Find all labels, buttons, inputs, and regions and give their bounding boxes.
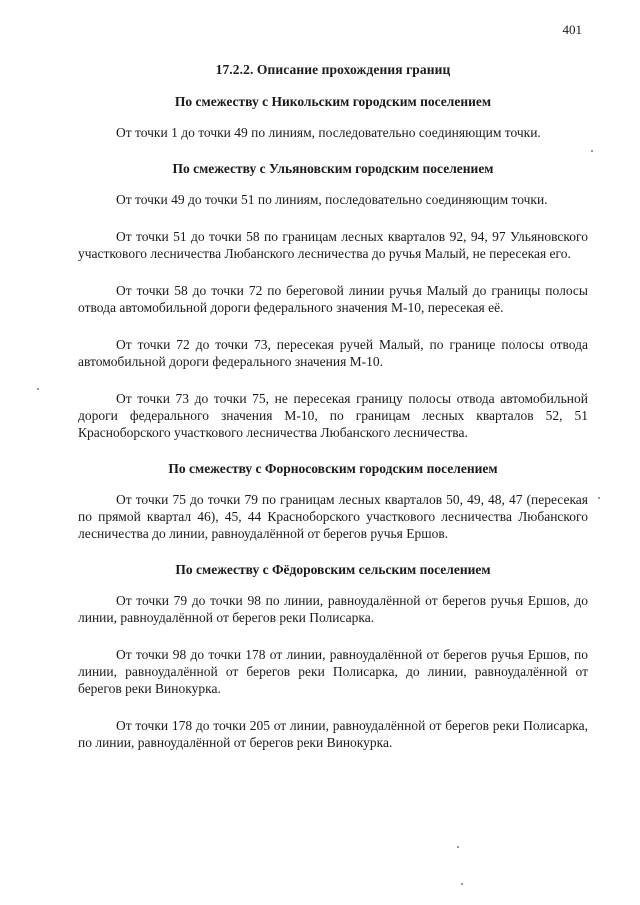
paragraph: От точки 51 до точки 58 по границам лесных кварталов 92, 94, 97 Ульяновского участкового лесничества Любанского лесничества до ручья Малый, не пересекая его.	[78, 229, 588, 261]
heading-fornosovskoe: По смежеству с Форносовским городским поселением	[168, 461, 498, 476]
paragraph: От точки 72 до точки 73, пересекая ручей Малый, по границе полосы отвода автомобильной дороги федерального значения М-10.	[78, 337, 588, 369]
paragraph: От точки 98 до точки 178 от линии, равноудалённой от берегов ручья Ершов, по линии, равноудалённой от берегов реки Полисарка, до линии, равноудалённой от берегов реки Винокурка.	[78, 647, 588, 696]
heading-fedorovskoe: По смежеству с Фёдоровским сельским поселением	[175, 562, 491, 577]
paragraph: От точки 58 до точки 72 по береговой линии ручья Малый до границы полосы отвода автомобильной дороги федерального значения М-10, пересекая её.	[78, 283, 588, 315]
paragraph: От точки 178 до точки 205 от линии, равноудалённой от берегов реки Полисарка, по линии, равноудалённой от берегов реки Винокурка.	[78, 718, 588, 750]
scan-speck	[457, 846, 459, 848]
scan-speck	[461, 883, 463, 885]
page-number: 401	[562, 22, 582, 37]
paragraph: От точки 1 до точки 49 по линиям, последовательно соединяющим точки.	[116, 125, 541, 140]
heading-ulyanovskoe: По смежеству с Ульяновским городским поселением	[172, 161, 494, 176]
paragraph: От точки 75 до точки 79 по границам лесных кварталов 50, 49, 48, 47 (пересекая по прямой квартал 46), 45, 44 Красноборского участкового лесничества Любанского лесничества до линии, равноудалённой от берегов ручья Ершов.	[78, 492, 588, 541]
paragraph: От точки 79 до точки 98 по линии, равноудалённой от берегов ручья Ершов, до линии, равноудалённой от берегов реки Полисарка.	[78, 593, 588, 625]
section-title: 17.2.2. Описание прохождения границ	[215, 62, 451, 77]
paragraph: От точки 73 до точки 75, не пересекая границу полосы отвода автомобильной дороги федерального значения М-10, по границам лесных кварталов 52, 51 Красноборского участкового лесничества Любанского лесничества.	[78, 391, 588, 440]
paragraph: От точки 49 до точки 51 по линиям, последовательно соединяющим точки.	[116, 192, 548, 207]
scan-speck	[598, 497, 600, 499]
scan-speck	[37, 388, 39, 390]
document-body	[78, 62, 588, 771]
heading-nikolskoe: По смежеству с Никольским городским поселением	[174, 94, 492, 109]
scan-speck	[591, 150, 593, 152]
